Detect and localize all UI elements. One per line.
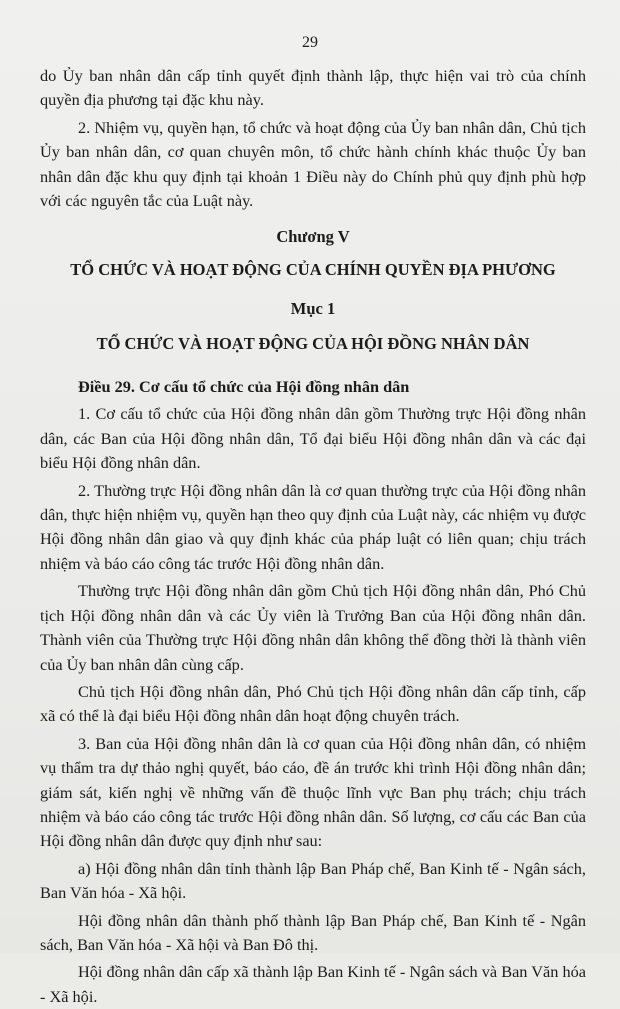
paragraph: 2. Nhiệm vụ, quyền hạn, tổ chức và hoạt động của Ủy ban nhân dân, Chủ tịch Ủy ban nhân dân, cơ quan chuyên môn, tổ chức hành chính khác thuộc Ủy ban nhân dân đặc khu quy định tại khoản 1 Điều này do Chính phủ quy định phù hợp với các nguyên tắc của Luật này. — [40, 117, 586, 211]
article-paragraph: 3. Ban của Hội đồng nhân dân là cơ quan của Hội đồng nhân dân, có nhiệm vụ thẩm tra dự thảo nghị quyết, báo cáo, đề án trước khi trình Hội đồng nhân dân; giám sát, kiến nghị về những vấn đề thuộc lĩnh vực Ban phụ trách; chịu trách nhiệm và báo cáo công tác trước Hội đồng nhân dân. Số lượng, cơ cấu các Ban của Hội đồng nhân dân được quy định như sau: — [40, 733, 586, 851]
article-paragraph: Chủ tịch Hội đồng nhân dân, Phó Chủ tịch Hội đồng nhân dân cấp tỉnh, cấp xã có thể là đại biểu Hội đồng nhân dân hoạt động chuyên trách. — [40, 681, 586, 726]
paragraph: do Ủy ban nhân dân cấp tỉnh quyết định thành lập, thực hiện vai trò của chính quyền địa phương tại đặc khu này. — [40, 66, 586, 110]
page-content — [40, 64, 586, 1009]
chapter-heading: TỔ CHỨC VÀ HOẠT ĐỘNG CỦA CHÍNH QUYỀN ĐỊA PHƯƠNG — [70, 260, 556, 280]
article-paragraph: 2. Thường trực Hội đồng nhân dân là cơ quan thường trực của Hội đồng nhân dân, thực hiện nhiệm vụ, quyền hạn theo quy định của Luật này, các nhiệm vụ được Hội đồng nhân dân giao và quy định khác của pháp luật có liên quan; chịu trách nhiệm và báo cáo công tác trước Hội đồng nhân dân. — [40, 480, 586, 573]
article-heading: Điều 29. Cơ cấu tổ chức của Hội đồng nhân dân — [78, 377, 410, 397]
article-paragraph: 1. Cơ cấu tổ chức của Hội đồng nhân dân gồm Thường trực Hội đồng nhân dân, các Ban của Hội đồng nhân dân, Tổ đại biểu Hội đồng nhân dân và các đại biểu Hội đồng nhân dân. — [40, 404, 586, 473]
section-heading: TỔ CHỨC VÀ HOẠT ĐỘNG CỦA HỘI ĐỒNG NHÂN DÂN — [96, 334, 530, 354]
article-paragraph: Hội đồng nhân dân cấp xã thành lập Ban Kinh tế - Ngân sách và Ban Văn hóa - Xã hội. — [40, 962, 586, 1006]
article-paragraph: Hội đồng nhân dân thành phố thành lập Ban Pháp chế, Ban Kinh tế - Ngân sách, Ban Văn hóa - Xã hội và Ban Đô thị. — [40, 910, 586, 954]
chapter-title: Chương V — [276, 227, 350, 247]
article-paragraph: Thường trực Hội đồng nhân dân gồm Chủ tịch Hội đồng nhân dân, Phó Chủ tịch Hội đồng nhân dân và các Ủy viên là Trưởng Ban của Hội đồng nhân dân. Thành viên của Thường trực Hội đồng nhân dân không thể đồng thời là thành viên của Ủy ban nhân dân cùng cấp. — [40, 581, 586, 674]
section-title: Mục 1 — [290, 299, 336, 319]
article-paragraph: a) Hội đồng nhân dân tỉnh thành lập Ban Pháp chế, Ban Kinh tế - Ngân sách, Ban Văn hóa - Xã hội. — [40, 858, 586, 903]
page-number: 29 — [302, 34, 318, 51]
